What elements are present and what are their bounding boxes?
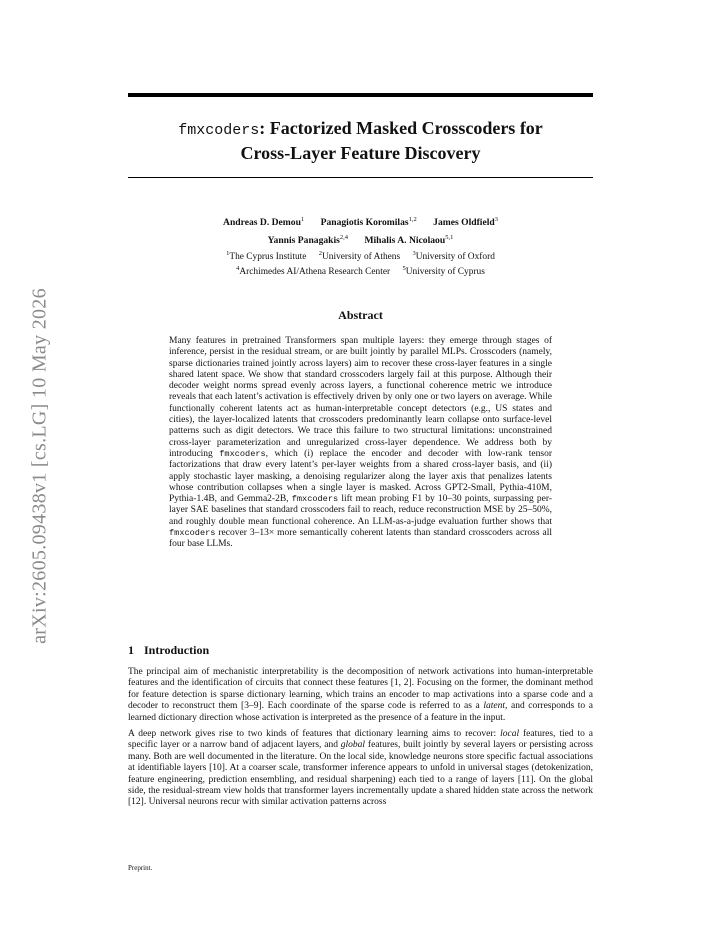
title-top-rule [128,93,593,97]
author-item: Mihalis A. Nicolaou$^{5,1}$ [364,234,454,247]
section-heading [128,643,209,658]
affiliation-item: $^5$University of Cyprus [402,265,485,278]
author-list [128,212,593,248]
abstract-text: Many features in pretrained Transformers span multiple layers: they emerge through stages of inference, persist in the residual stream, or are built jointly by parallel MLPs. Crosscoders (namely, sparse dictionaries trained jointly across layers) aim to recover these cross-layer features in a single shared latent space. We show that standard crosscoders largely fail at this purpose. Although their decoder weight norms spread evenly across layers, a functional coherence metric we introduce reveals that each latent’s activation is effectively driven by only one or two layers on average. While functionally coherent latents act as human-interpretable concept detectors (e.g., US states and cities), the layer-localized latents that crosscoders predominantly learn collapse onto surface-level patterns such as digit detectors. We trace this failure to two structural limitations: unconstrained cross-layer parameterization and unregularized cross-layer dependence. We address both by introducing fmxcoders, which (i) replace the encoder and decoder with low-rank tensor factorizations that draw every latent’s per-layer weights from a shared cross-layer basis, and (ii) apply stochastic layer masking, a denoising regularizer along the layer axis that penalizes latents whose contribution collapses when a single layer is masked. Across GPT2-Small, Pythia-410M, Pythia-1.4B, and Gemma2-2B, fmxcoders lift mean probing F1 by 10–30 points, surpassing per-layer SAE baselines that standard crosscoders fail to reach, reduce reconstruction MSE by 25–50%, and roughly double mean functional coherence. An LLM-as-a-judge evaluation further shows that fmxcoders recover 3–13× more semantically coherent latents than standard crosscoders across all four base LLMs. [169,336,552,550]
paragraph: The principal aim of mechanistic interpretability is the decomposition of network activations into human-interpretable features and the identification of circuits that connect these features [1, 2]. Focusing on the former, the dominant method for feature detection is sparse dictionary learning, which trains an encoder to map activations into a sparse code and a decoder to reconstruct them [3–9]. Each coordinate of the sparse code is referred to as a latent, and corresponds to a learned dictionary direction whose activation is interpreted as the presence of a feature in the input. [128,667,593,723]
paragraph: A deep network gives rise to two kinds of features that dictionary learning aims to recover: local features, tied to a specific layer or a narrow band of adjacent layers, and global features, built jointly by several layers or persisting across many. Both are well documented in the literature. On the local side, knowledge neurons store specific factual associations at identifiable layers [10]. At a coarser scale, transformer inference appears to unfold in universal stages (detokenization, feature engineering, prediction ensembling, and residual sharpening) each tied to a range of layers [11]. On the global side, the residual-stream view holds that transformer layers incrementally update a shared hidden state across the network [12]. Universal neurons recur with similar activation patterns across [128,729,594,808]
abstract-heading: Abstract [338,308,383,322]
affiliation-item: $^4$Archimedes AI/Athena Research Center [236,265,391,278]
preprint-footer: Preprint. [128,864,153,872]
section-title: Introduction [144,643,210,657]
arxiv-identifier: arXiv:2605.09438v1 [cs.LG] 10 May 2026 [28,288,51,644]
affiliation-item: $^1$The Cyprus Institute [226,250,307,263]
paper-title [128,117,593,164]
affiliation-item: $^3$University of Oxford [412,250,495,263]
author-item: Yannis Panagakis$^{2,4}$ [267,234,349,247]
section-number: 1 [128,643,134,657]
introduction-body [128,667,593,814]
author-item: James Oldfield$^3$ [433,216,498,229]
title-code-name: fmxcoders [178,122,260,139]
affiliation-list [128,248,593,278]
affiliation-item: $^2$University of Athens [318,250,401,263]
author-item: Andreas D. Demou$^1$ [223,216,305,229]
author-item: Panagiotis Koromilas$^{1,2}$ [320,216,417,229]
title-line2: Cross-Layer Feature Discovery [240,143,481,163]
title-bottom-rule [128,177,593,178]
title-line1: : Factorized Masked Crosscoders for [259,118,543,138]
